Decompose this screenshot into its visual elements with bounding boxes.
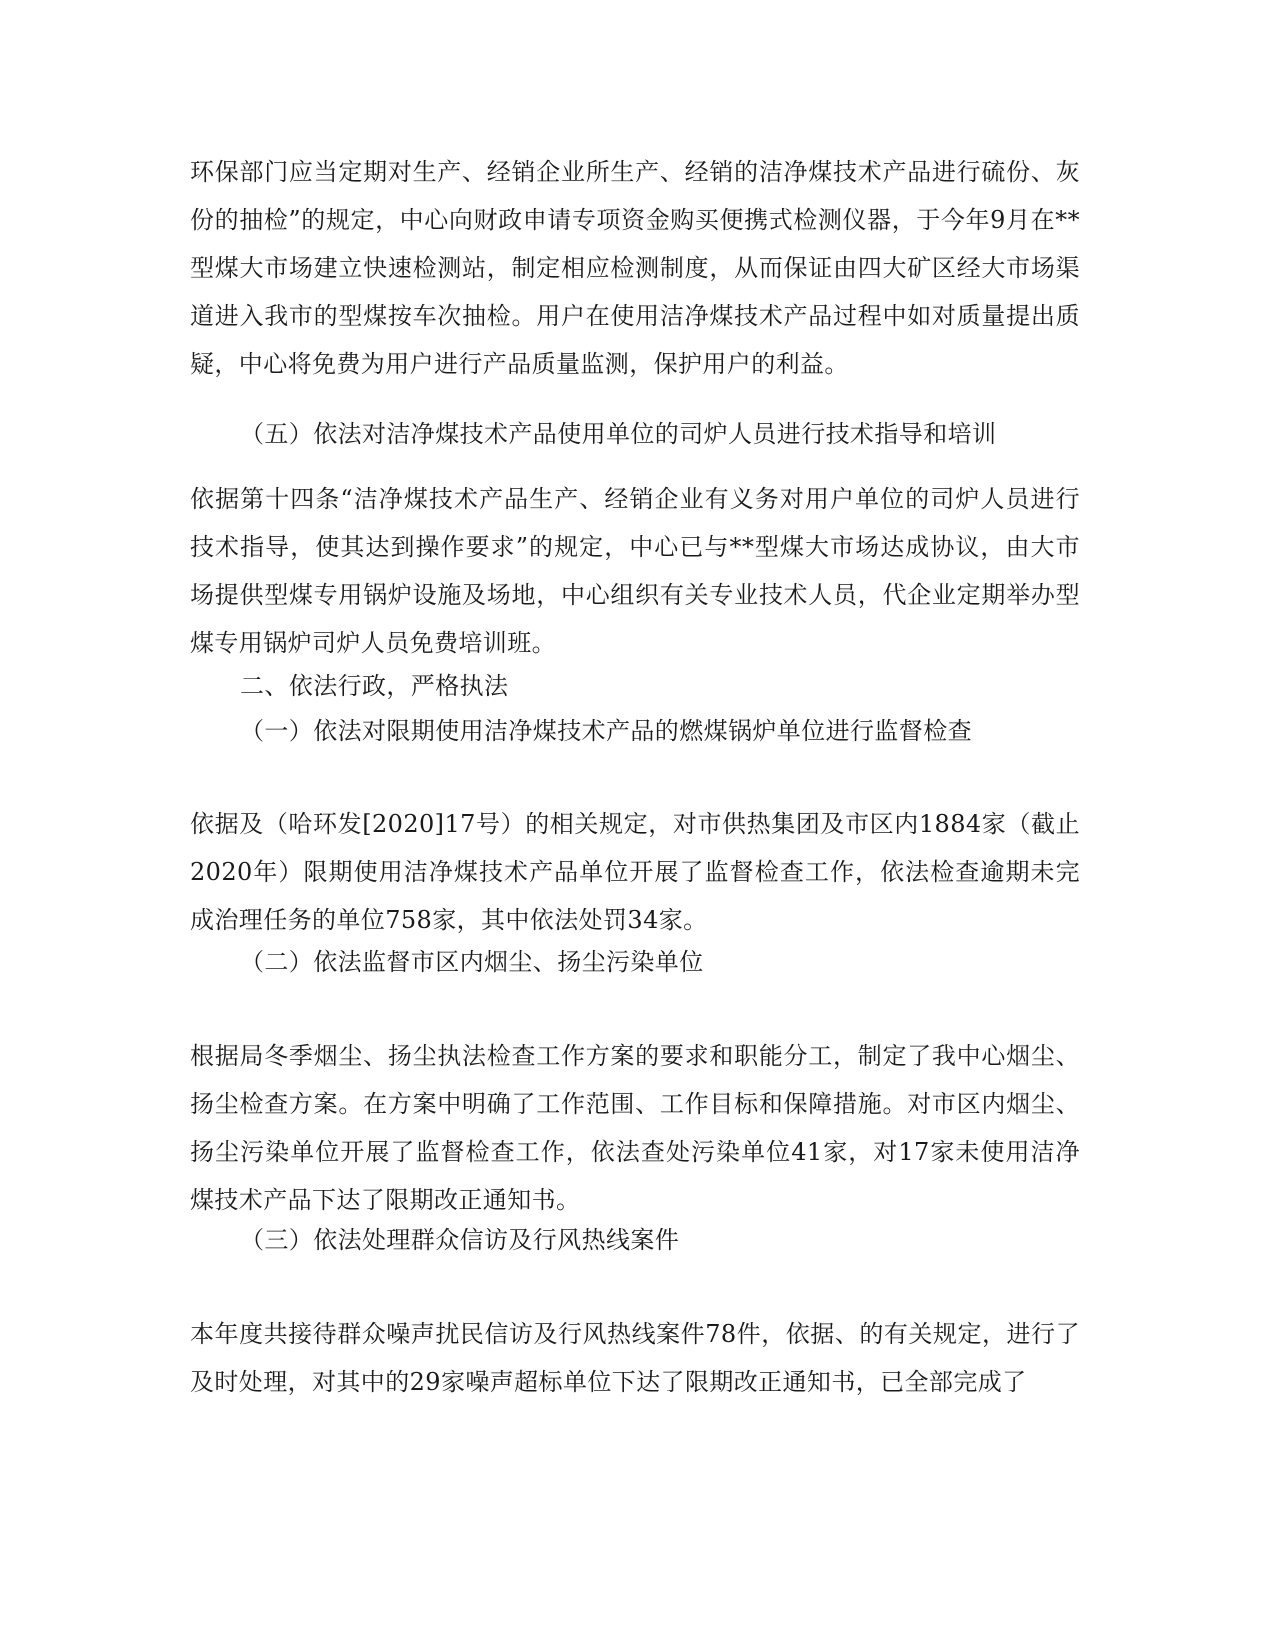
paragraph-boiler-supervision: 依据及（哈环发[2020]17号）的相关规定，对市供热集团及市区内1884家（截止2020年）限期使用洁净煤技术产品单位开展了监督检查工作，依法检查逾期未完成治理任务的单位758家，其中依法处罚34家。 xyxy=(190,810,1080,934)
paragraph-petition-cases: 本年度共接待群众噪声扰民信访及行风热线案件78件，依据、的有关规定，进行了及时处理，对其中的29家噪声超标单位下达了限期改正通知书，已全部完成了 xyxy=(190,1320,1080,1396)
heading-boiler-training: （五）依法对洁净煤技术产品使用单位的司炉人员进行技术指导和培训 xyxy=(240,420,997,448)
paragraph-quality-inspection: 环保部门应当定期对生产、经销企业所生产、经销的洁净煤技术产品进行硫份、灰份的抽检”的规定，中心向财政申请专项资金购买便携式检测仪器，于今年9月在**型煤大市场建立快速检测站，制定相应检测制度，从而保证由四大矿区经大市场渠道进入我市的型煤按车次抽检。用户在使用洁净煤技术产品过程中如对质量提出质疑，中心将免费为用户进行产品质量监测，保护用户的利益。 xyxy=(190,158,1080,378)
paragraph-dust-pollution: 根据局冬季烟尘、扬尘执法检查工作方案的要求和职能分工，制定了我中心烟尘、扬尘检查方案。在方案中明确了工作范围、工作目标和保障措施。对市区内烟尘、扬尘污染单位开展了监督检查工作，依法查处污染单位41家，对17家未使用洁净煤技术产品下达了限期改正通知书。 xyxy=(190,1042,1080,1214)
heading-petition-cases: （三）依法处理群众信访及行风热线案件 xyxy=(240,1226,680,1254)
heading-dust-pollution: （二）依法监督市区内烟尘、扬尘污染单位 xyxy=(240,948,704,976)
paragraph-boiler-training: 依据第十四条“洁净煤技术产品生产、经销企业有义务对用户单位的司炉人员进行技术指导，使其达到操作要求”的规定，中心已与**型煤大市场达成协议，由大市场提供型煤专用锅炉设施及场地，中心组织有关专业技术人员，代企业定期举办型煤专用锅炉司炉人员免费培训班。 xyxy=(190,485,1080,657)
heading-law-enforcement: 二、依法行政，严格执法 xyxy=(240,672,509,700)
heading-boiler-supervision: （一）依法对限期使用洁净煤技术产品的燃煤锅炉单位进行监督检查 xyxy=(240,717,972,745)
